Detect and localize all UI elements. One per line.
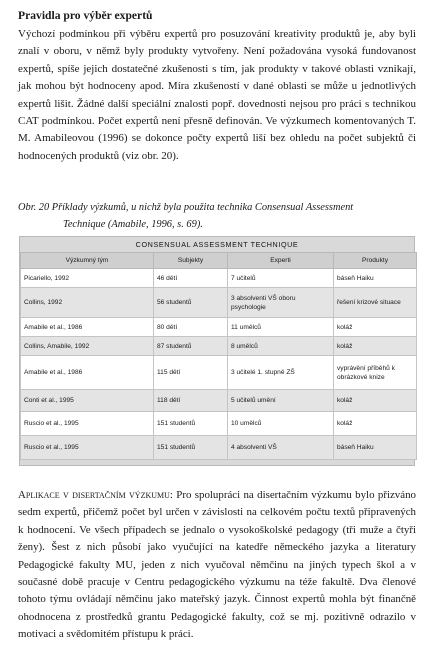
- cell-experts: 3 učitelé 1. stupně ZŠ: [228, 356, 334, 390]
- cell-subjects: 56 studentů: [154, 288, 228, 318]
- cell-experts: 5 učitelů umění: [228, 390, 334, 412]
- cell-subjects: 151 studentů: [154, 436, 228, 460]
- cell-team: Ruscio et al., 1995: [21, 436, 154, 460]
- cell-team: Amabile et al., 1986: [21, 356, 154, 390]
- cell-subjects: 87 studentů: [154, 337, 228, 356]
- cell-team: Collins, 1992: [21, 288, 154, 318]
- table-row: [21, 337, 417, 356]
- application-lead: Aplikace v disertačním výzkumu:: [18, 489, 173, 501]
- cell-products: řešení krizové situace: [334, 288, 417, 318]
- cell-subjects: 46 dětí: [154, 269, 228, 288]
- table-row: [21, 390, 417, 412]
- cell-team: Amabile et al., 1986: [21, 318, 154, 337]
- cell-team: Conti et al., 1995: [21, 390, 154, 412]
- cell-experts: 3 absolventi VŠ oboru psychologie: [228, 288, 334, 318]
- header-subjects: Subjekty: [154, 253, 228, 269]
- cell-experts: 7 učitelů: [228, 269, 334, 288]
- table-row: [21, 288, 417, 318]
- studies-table: [20, 252, 417, 460]
- caption-line-2: Technique (Amabile, 1996, s. 69).: [63, 218, 203, 230]
- cell-products: koláž: [334, 390, 417, 412]
- cat-table-figure: [19, 236, 415, 466]
- table-row: [21, 318, 417, 337]
- cell-experts: 10 umělců: [228, 412, 334, 436]
- table-row: [21, 436, 417, 460]
- header-products: Produkty: [334, 253, 417, 269]
- figure-caption: [18, 200, 416, 233]
- cell-subjects: 118 dětí: [154, 390, 228, 412]
- table-title: CONSENSUAL ASSESSMENT TECHNIQUE: [135, 240, 299, 249]
- cell-products: báseň Haiku: [334, 436, 417, 460]
- table-header-row: [21, 253, 417, 269]
- cell-subjects: 80 dětí: [154, 318, 228, 337]
- cell-team: Ruscio et al., 1995: [21, 412, 154, 436]
- cell-products: koláž: [334, 412, 417, 436]
- cell-experts: 11 umělců: [228, 318, 334, 337]
- application-text: Pro spolupráci na disertačním výzkumu bylo přizváno sedm expertů, přičemž počet byl určen v závislosti na celkovém počtu textů připravených k hodnocení. Ve všech případech se jednalo o vysokoškolské pedagogy (tři muže a čtyři ženy). Šest z nich působí jako vyučující na katedře německého jazyka a literatury Pedagogické fakulty MU, jeden z nich vyučoval němčinu na jiných typech škol a v současné době pracuje v Centru pedagogického výzkumu na téže fakultě. Dva členové tohoto týmu ovládají němčinu jako mateřský jazyk. Činnost expertů mohla být finančně ohodnocena z prostředků grantu Pedagogické fakulty, což se mj. pozitivně odrazilo v motivaci a svědomitém přístupu k práci.: [18, 489, 416, 641]
- intro-paragraph: Výchozí podmínkou při výběru expertů pro posuzování kreativity produktů je, aby byli znalí v oboru, v němž byly produkty vytvořeny. Není požadována vysoká fundovanost expertů, spíše jejich dostatečné zkušenosti s tím, jak produkty v takové oblasti vznikají, jak mohou být hodnoceny apod. Míra zkušeností v dané oblasti se může u jednotlivých expertů lišit. Žádné další speciální znalosti popř. dovednosti nejsou pro práci s technikou CAT podmínkou. Počet expertů není přesně definován. Ve výzkumech komentovaných T. M. Amabileovou (1996) se dokonce počty expertů liší bez ohledu na počet subjektů či hodnocených produktů (viz obr. 20).: [18, 28, 416, 162]
- table-row: [21, 356, 417, 390]
- application-paragraph: [18, 487, 416, 644]
- section-heading: Pravidla pro výběr expertů: [18, 9, 153, 22]
- cell-team: Picariello, 1992: [21, 269, 154, 288]
- cell-subjects: 115 dětí: [154, 356, 228, 390]
- header-team: Výzkumný tým: [21, 253, 154, 269]
- header-experts: Experti: [228, 253, 334, 269]
- caption-line-1: Obr. 20 Příklady výzkumů, u nichž byla použita technika Consensual Assessment: [18, 202, 354, 213]
- cell-subjects: 151 studentů: [154, 412, 228, 436]
- cell-products: koláž: [334, 337, 417, 356]
- cell-team: Collins, Amabile, 1992: [21, 337, 154, 356]
- cell-experts: 8 umělců: [228, 337, 334, 356]
- cell-products: báseň Haiku: [334, 269, 417, 288]
- cell-products: vyprávění příběhů k obrázkové knize: [334, 356, 417, 390]
- table-row: [21, 269, 417, 288]
- table-row: [21, 412, 417, 436]
- cell-products: koláž: [334, 318, 417, 337]
- cell-experts: 4 absolventi VŠ: [228, 436, 334, 460]
